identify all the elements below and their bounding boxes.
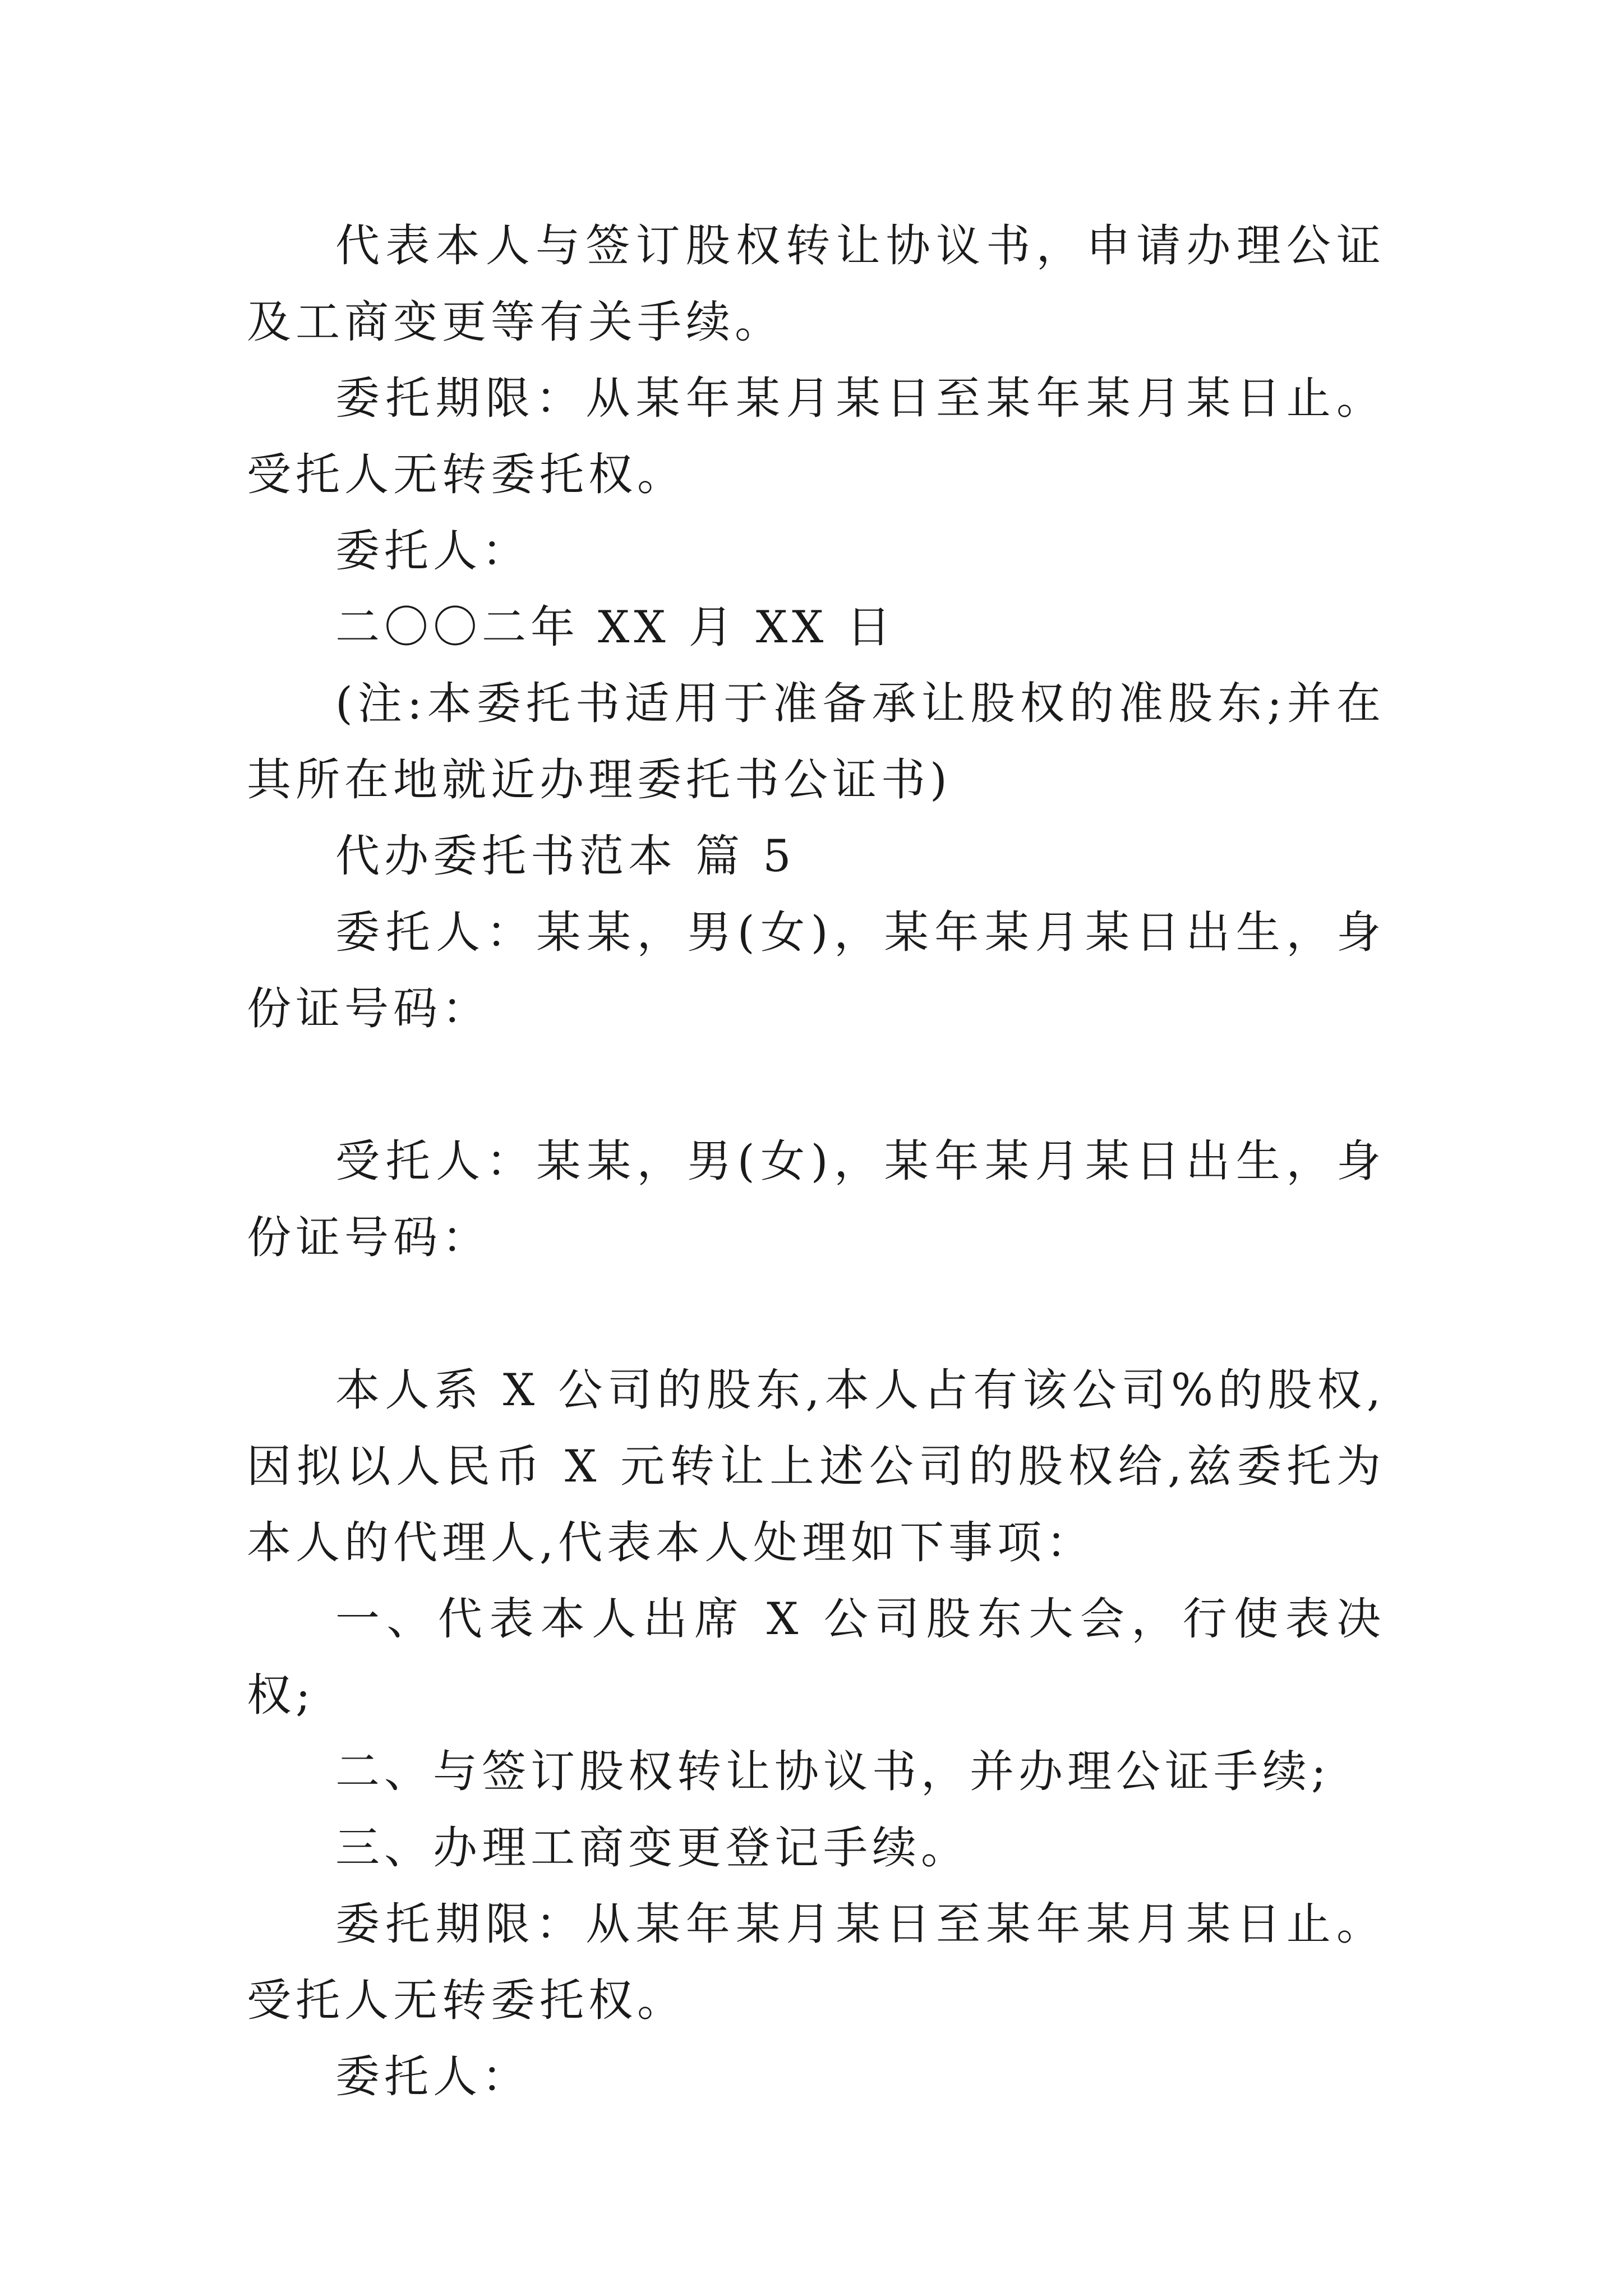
section-heading: 代办委托书范本 篇 5 [335,830,796,882]
blank-line [247,1047,1385,1123]
blank-line [247,1276,1385,1352]
paragraph-term: 委托期限：从某年某月某日至某年某月某日止。 受托人无转委托权。 [247,372,1385,500]
document-body [247,208,1385,2115]
list-item-1: 一、代表本人出席 X 公司股东大会，行使表决权; [247,1593,1385,1721]
paragraph-authorization-scope: 代表本人与签订股权转让协议书，申请办理公证及工商变更等有关手续。 [247,220,1385,348]
paragraph-principal-signature: 委托人： [335,525,531,577]
paragraph-statement: 本人系 X 公司的股东,本人占有该公司%的股权,因拟以人民币 X 元转让上述公司的股权给,兹委托为本人的代理人,代表本人处理如下事项： [247,1364,1385,1568]
paragraph-note: (注:本委托书适用于准备承让股权的准股东;并在其所在地就近办理委托书公证书) [247,678,1385,806]
paragraph-term-2: 委托期限：从某年某月某日至某年某月某日止。 受托人无转委托权。 [247,1898,1385,2026]
paragraph-principal: 委托人：某某，男(女)，某年某月某日出生，身份证号码： [247,907,1385,1034]
list-item-2: 二、与签订股权转让协议书，并办理公证手续; [335,1746,1331,1797]
paragraph-principal-signature-2: 委托人： [335,2051,531,2102]
list-item-3: 三、办理工商变更登记手续。 [335,1822,970,1874]
paragraph-agent: 受托人：某某，男(女)，某年某月某日出生，身份证号码： [247,1135,1385,1263]
paragraph-date: 二〇〇二年 XX 月 XX 日 [335,601,896,653]
